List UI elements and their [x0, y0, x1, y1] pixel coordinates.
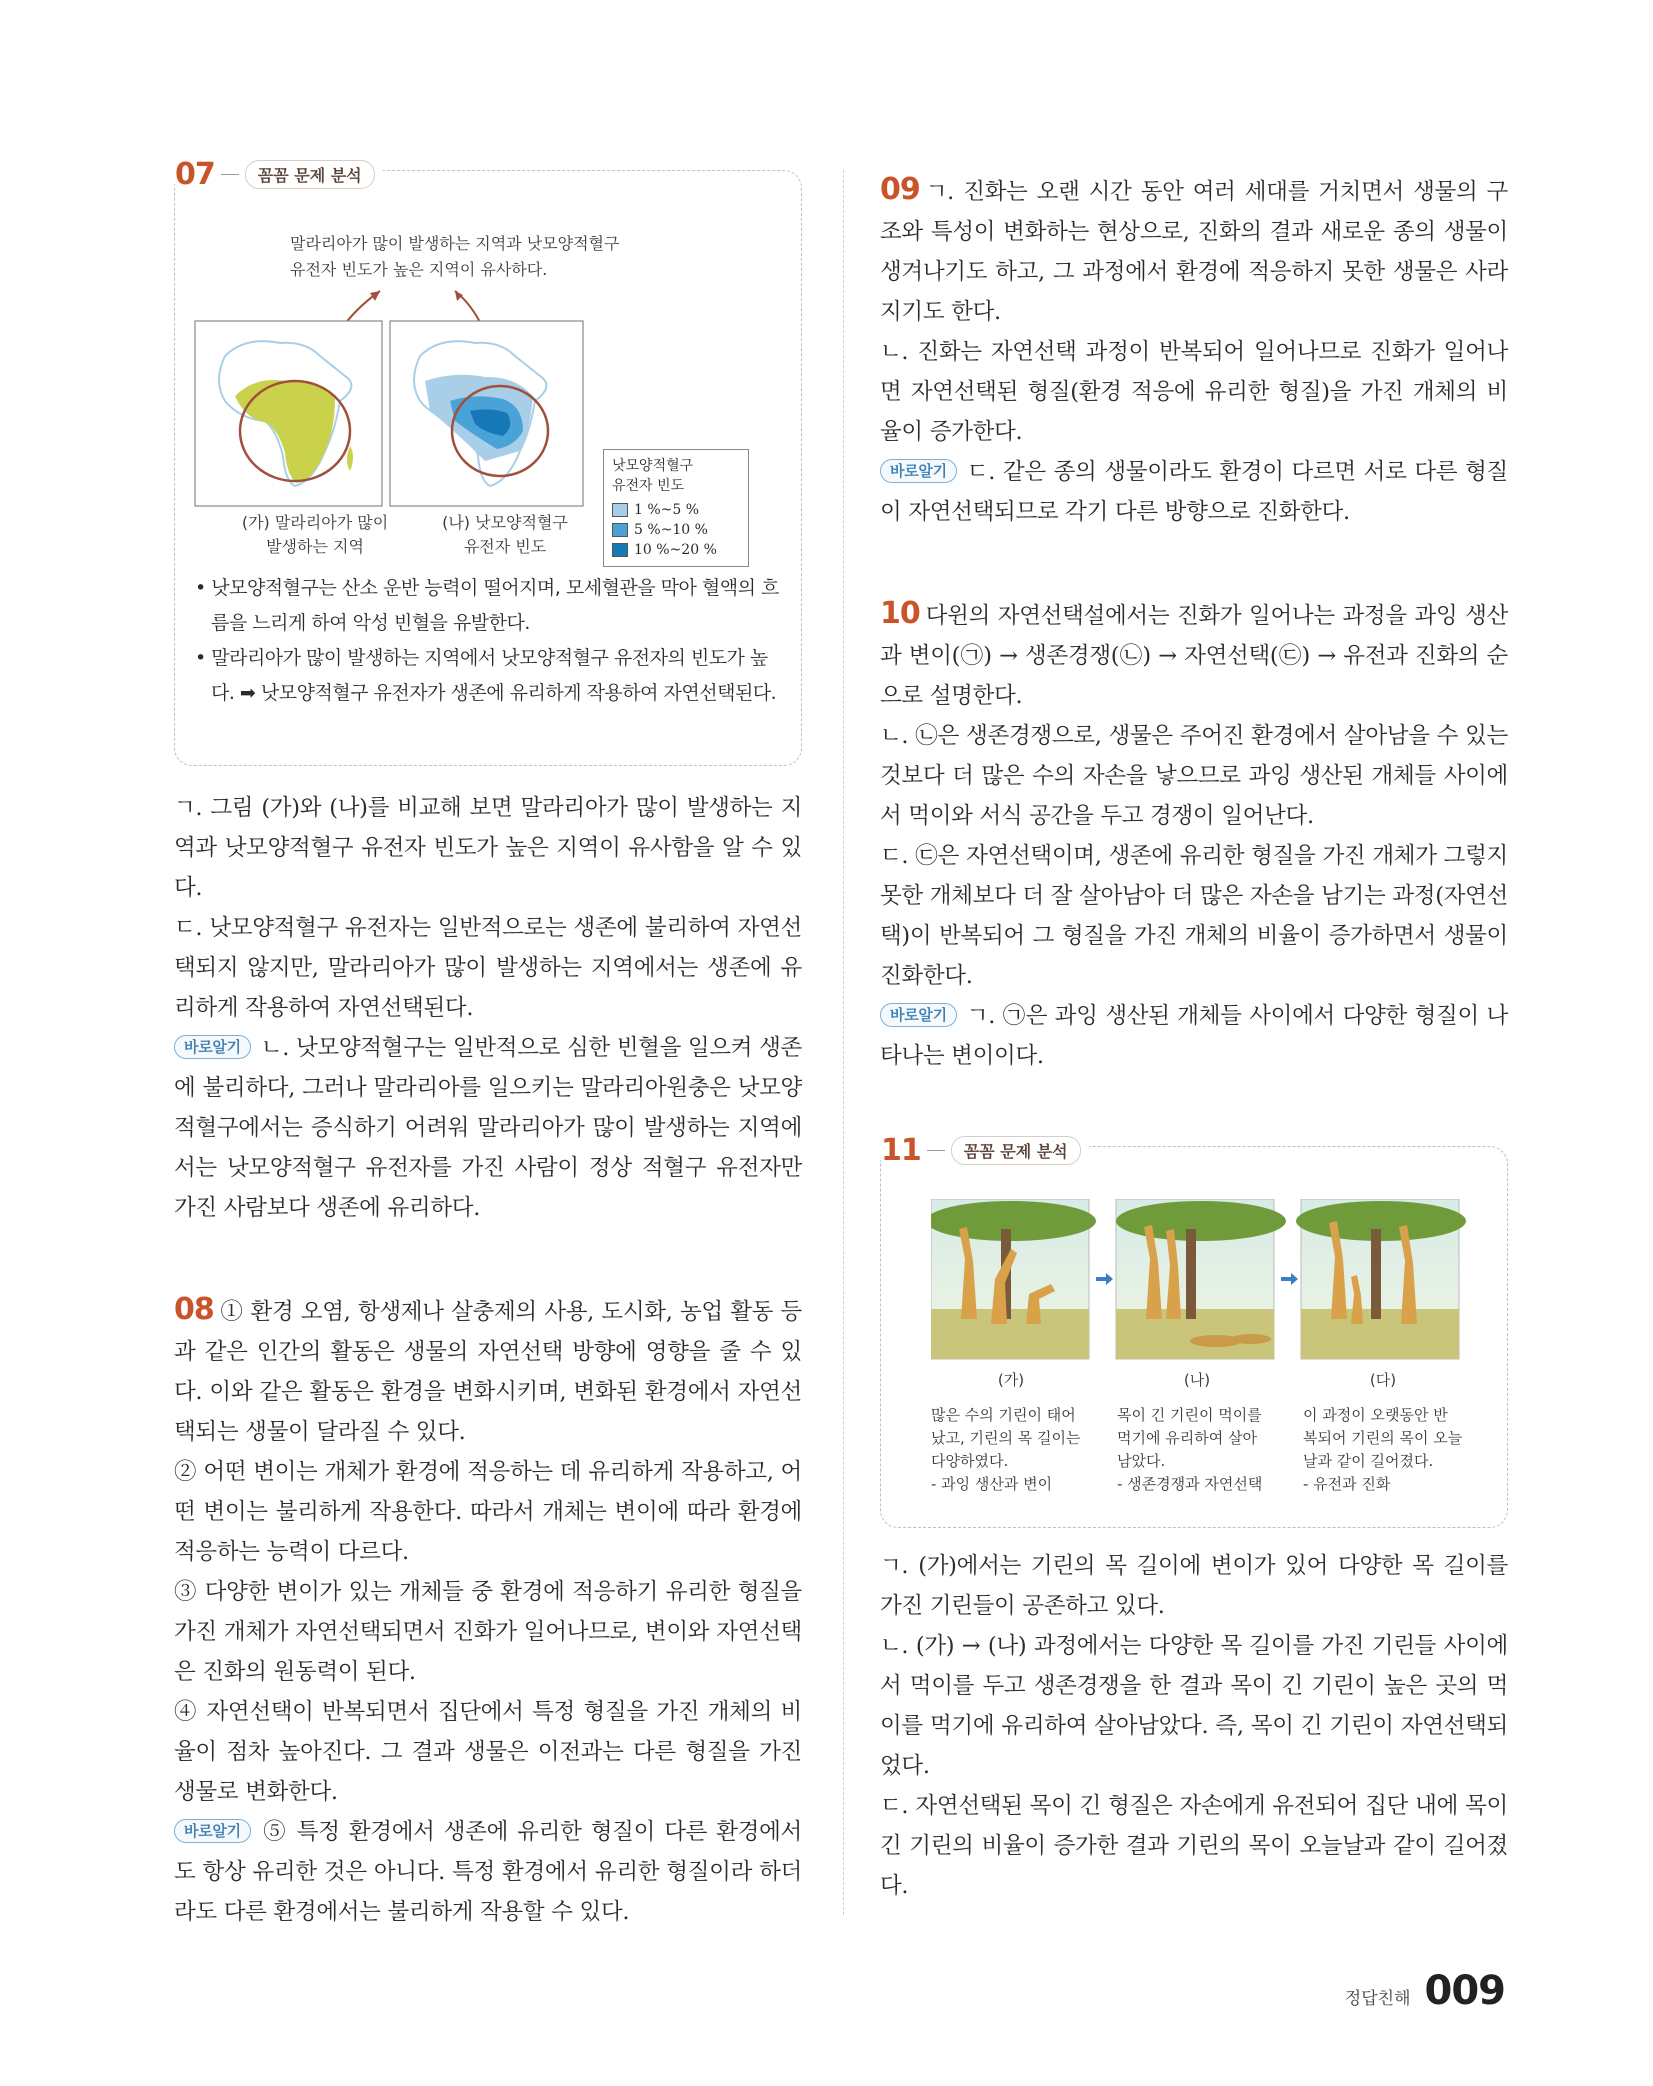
- page-footer: [1345, 1968, 1505, 2014]
- q11-header: [881, 1133, 1089, 1168]
- q07-wrong-text: ㄴ. 낫모양적혈구는 일반적으로 심한 빈혈을 일으켜 생존에 불리하다, 그러나 말라리아를 일으키는 말라리아원충은 낫모양적혈구에서는 증식하기 어려워 말라리아가 많이 발생하는 지역에서는 낫모양적혈구 유전자를 가진 사람이 정상 적혈구 유전자만 가진 사람보다 생존에 유리하다.: [174, 1035, 802, 1221]
- q08-number: 08: [174, 1292, 214, 1327]
- right-column: [880, 170, 1508, 1906]
- q10-paragraph-3: ㄷ. ㉢은 자연선택이며, 생존에 유리한 형질을 가진 개체가 그렇지 못한 개체보다 더 잘 살아남아 더 많은 자손을 남기는 과정(자연선택)이 반복되어 그 형질을 가진 개체의 비율이 증가하면서 생물이 진화한다.: [880, 843, 1508, 989]
- q07-bullet-1: • 낫모양적혈구는 산소 운반 능력이 떨어지며, 모세혈관을 막아 혈액의 흐름을 느리게 하여 악성 빈혈을 유발한다.: [195, 577, 779, 634]
- q07-wrong-note: [174, 1028, 802, 1228]
- frequency-legend: [603, 449, 749, 567]
- panel-label: (나): [1183, 1371, 1211, 1389]
- q10-wrong-text: ㄱ. ㉠은 과잉 생산된 개체들 사이에서 다양한 형질이 나타나는 변이이다.: [880, 1003, 1508, 1069]
- legend-swatch: [612, 543, 628, 557]
- giraffe-panel-captions: [931, 1369, 1491, 1496]
- wrong-answer-badge: 바로알기: [174, 1819, 251, 1843]
- q10-number: 10: [880, 596, 920, 631]
- panel-a-caption: [931, 1369, 1091, 1496]
- q07-callout: [290, 231, 619, 283]
- panel-a-illustration: [931, 1199, 1096, 1359]
- map-b-caption: [420, 511, 590, 559]
- q10-wrong-note: [880, 996, 1508, 1076]
- panel-b-caption: [1117, 1369, 1277, 1496]
- column-divider: [843, 170, 844, 1915]
- legend-title-1: 낫모양적혈구: [612, 458, 694, 474]
- arrow-b-to-c: [1281, 1273, 1298, 1285]
- q09-wrong-note: [880, 452, 1508, 532]
- legend-swatch: [612, 523, 628, 537]
- map-a-caption-line-2: 발생하는 지역: [266, 537, 364, 556]
- q09-paragraph-1: [880, 170, 1508, 332]
- panel-text: 많은 수의 기린이 태어: [931, 1406, 1076, 1424]
- map-b-caption-line-2: 유전자 빈도: [463, 537, 547, 556]
- q08-paragraph-2: ② 어떤 변이는 개체가 환경에 적응하는 데 유리하게 작용하고, 어떤 변이는 불리하게 작용한다. 따라서 개체는 변이에 따라 환경에 적응하는 능력이 다르다.: [174, 1459, 802, 1565]
- q08-paragraph-3: ③ 다양한 변이가 있는 개체들 중 환경에 적응하기 유리한 형질을 가진 개체가 자연선택되면서 진화가 일어나므로, 변이와 자연선택은 진화의 원동력이 된다.: [174, 1579, 802, 1685]
- panel-label: (다): [1369, 1371, 1397, 1389]
- panel-text: 먹기에 유리하여 살아: [1117, 1429, 1257, 1447]
- book-title: 정답친해: [1344, 1989, 1411, 2009]
- legend-swatch: [612, 503, 628, 517]
- q07-bullets: [189, 571, 789, 711]
- legend-item: [612, 500, 740, 520]
- panel-text: 복되어 기린의 목이 오늘: [1303, 1429, 1463, 1447]
- left-column: [174, 157, 802, 1932]
- q07-answer-a: ㄱ. 그림 (가)와 (나)를 비교해 보면 말라리아가 많이 발생하는 지역과 낫모양적혈구 유전자 빈도가 높은 지역이 유사함을 알 수 있다.: [174, 795, 802, 901]
- callout-line-2: 유전자 빈도가 높은 지역이 유사하다.: [290, 260, 548, 279]
- legend-label: 5 %~10 %: [634, 522, 708, 538]
- q11-analysis-box: [880, 1133, 1508, 1528]
- panel-stage: - 유전과 진화: [1303, 1475, 1391, 1493]
- callout-line-1: 말라리아가 많이 발생하는 지역과 낫모양적혈구: [290, 234, 620, 253]
- q10-paragraph-2: ㄴ. ㉡은 생존경쟁으로, 생물은 주어진 환경에서 살아남을 수 있는 것보다 더 많은 수의 자손을 낳으므로 과잉 생산된 개체들 사이에서 먹이와 서식 공간을 두고 경쟁이 일어난다.: [880, 723, 1508, 829]
- q08-wrong-text: ⑤ 특정 환경에서 생존에 유리한 형질이 다른 환경에서도 항상 유리한 것은 아니다. 특정 환경에서 유리한 형질이라 하더라도 다른 환경에서는 불리하게 작용할 수 있다.: [174, 1819, 802, 1925]
- map-b-caption-line-1: (나) 낫모양적혈구: [442, 513, 568, 532]
- q08-text-1: ① 환경 오염, 항생제나 살충제의 사용, 도시화, 농업 활동 등과 같은 인간의 활동은 생물의 자연선택 방향에 영향을 줄 수 있다. 이와 같은 활동은 환경을 변화시키며, 변화된 환경에서 자연선택되는 생물이 달라질 수 있다.: [174, 1299, 802, 1445]
- legend-label: 1 %~5 %: [634, 502, 700, 518]
- legend-item: [612, 520, 740, 540]
- panel-b-illustration: [1116, 1199, 1286, 1359]
- panel-text: 다양하였다.: [931, 1452, 1009, 1470]
- panel-text: 날과 같이 길어졌다.: [1303, 1452, 1434, 1470]
- q11-answer-a: ㄱ. (가)에서는 기린의 목 길이에 변이가 있어 다양한 목 길이를 가진 기린들이 공존하고 있다.: [880, 1553, 1508, 1619]
- page-number: 009: [1424, 1968, 1505, 2014]
- q07-answer-c: ㄷ. 낫모양적혈구 유전자는 일반적으로는 생존에 불리하여 자연선택되지 않지만, 말라리아가 많이 발생하는 지역에서는 생존에 유리하게 작용하여 자연선택된다.: [174, 915, 802, 1021]
- panel-stage: - 과잉 생산과 변이: [931, 1475, 1053, 1493]
- giraffe-panels-figure: [931, 1199, 1531, 1369]
- panel-c-illustration: [1296, 1199, 1466, 1359]
- wrong-answer-badge: 바로알기: [880, 459, 957, 483]
- panel-c-caption: [1303, 1369, 1463, 1496]
- q09-paragraph-2: ㄴ. 진화는 자연선택 과정이 반복되어 일어나므로 진화가 일어나면 자연선택된 형질(환경 적응에 유리한 형질)을 가진 개체의 비율이 증가한다.: [880, 339, 1508, 445]
- q07-bullet-2: • 말라리아가 많이 발생하는 지역에서 낫모양적혈구 유전자의 빈도가 높다. ➡ 낫모양적혈구 유전자가 생존에 유리하게 작용하여 자연선택된다.: [195, 647, 777, 704]
- panel-stage: - 생존경쟁과 자연선택: [1117, 1475, 1263, 1493]
- q07-number: 07: [175, 157, 215, 192]
- q09-number: 09: [880, 172, 920, 207]
- panel-text: 이 과정이 오랫동안 반: [1303, 1406, 1448, 1424]
- legend-label: 10 %~20 %: [634, 542, 717, 558]
- map-a-caption-line-1: (가) 말라리아가 많이: [241, 513, 389, 532]
- q07-header: [175, 157, 383, 192]
- q09-text-1: ㄱ. 진화는 오랜 시간 동안 여러 세대를 거치면서 생물의 구조와 특성이 변화하는 현상으로, 진화의 결과 새로운 종의 생물이 생겨나기도 하고, 그 과정에서 환경에 적응하지 못한 생물은 사라지기도 한다.: [880, 179, 1508, 325]
- panel-text: 났고, 기린의 목 길이는: [931, 1429, 1081, 1447]
- legend-item: [612, 540, 740, 560]
- q11-number: 11: [881, 1133, 921, 1168]
- q11-answer-b: ㄴ. (가) → (나) 과정에서는 다양한 목 길이를 가진 기린들 사이에서 먹이를 두고 생존경쟁을 한 결과 목이 긴 기린이 높은 곳의 먹이를 먹기에 유리하여 살아남았다. 즉, 목이 긴 기린이 자연선택되었다.: [880, 1633, 1508, 1779]
- q08-paragraph-1: [174, 1290, 802, 1452]
- q10-text-1: 다윈의 자연선택설에서는 진화가 일어나는 과정을 과잉 생산과 변이(㉠) → 생존경쟁(㉡) → 자연선택(㉢) → 유전과 진화의 순으로 설명한다.: [880, 603, 1508, 709]
- panel-text: 목이 긴 기린이 먹이를: [1117, 1406, 1262, 1424]
- q11-analysis-badge: 꼼꼼 문제 분석: [951, 1136, 1081, 1165]
- q09-wrong-text: ㄷ. 같은 종의 생물이라도 환경이 다르면 서로 다른 형질이 자연선택되므로 각기 다른 방향으로 진화한다.: [880, 459, 1508, 525]
- q11-answer-c: ㄷ. 자연선택된 목이 긴 형질은 자손에게 유전되어 집단 내에 목이 긴 기린의 비율이 증가한 결과 기린의 목이 오늘날과 같이 길어졌다.: [880, 1793, 1508, 1899]
- q10-paragraph-1: [880, 594, 1508, 716]
- legend-title-2: 유전자 빈도: [612, 478, 685, 494]
- panel-label: (가): [997, 1371, 1025, 1389]
- q07-analysis-box: [174, 157, 802, 766]
- q07-analysis-badge: 꼼꼼 문제 분석: [245, 160, 375, 189]
- q08-paragraph-4: ④ 자연선택이 반복되면서 집단에서 특정 형질을 가진 개체의 비율이 점차 높아진다. 그 결과 생물은 이전과는 다른 형질을 가진 생물로 변화한다.: [174, 1699, 802, 1805]
- panel-text: 남았다.: [1117, 1452, 1166, 1470]
- q08-wrong-note: [174, 1812, 802, 1932]
- wrong-answer-badge: 바로알기: [880, 1003, 957, 1027]
- map-a-caption: [230, 511, 400, 559]
- wrong-answer-badge: 바로알기: [174, 1035, 251, 1059]
- arrow-a-to-b: [1096, 1273, 1113, 1285]
- header-connector: [927, 1150, 945, 1151]
- header-connector: [221, 174, 239, 175]
